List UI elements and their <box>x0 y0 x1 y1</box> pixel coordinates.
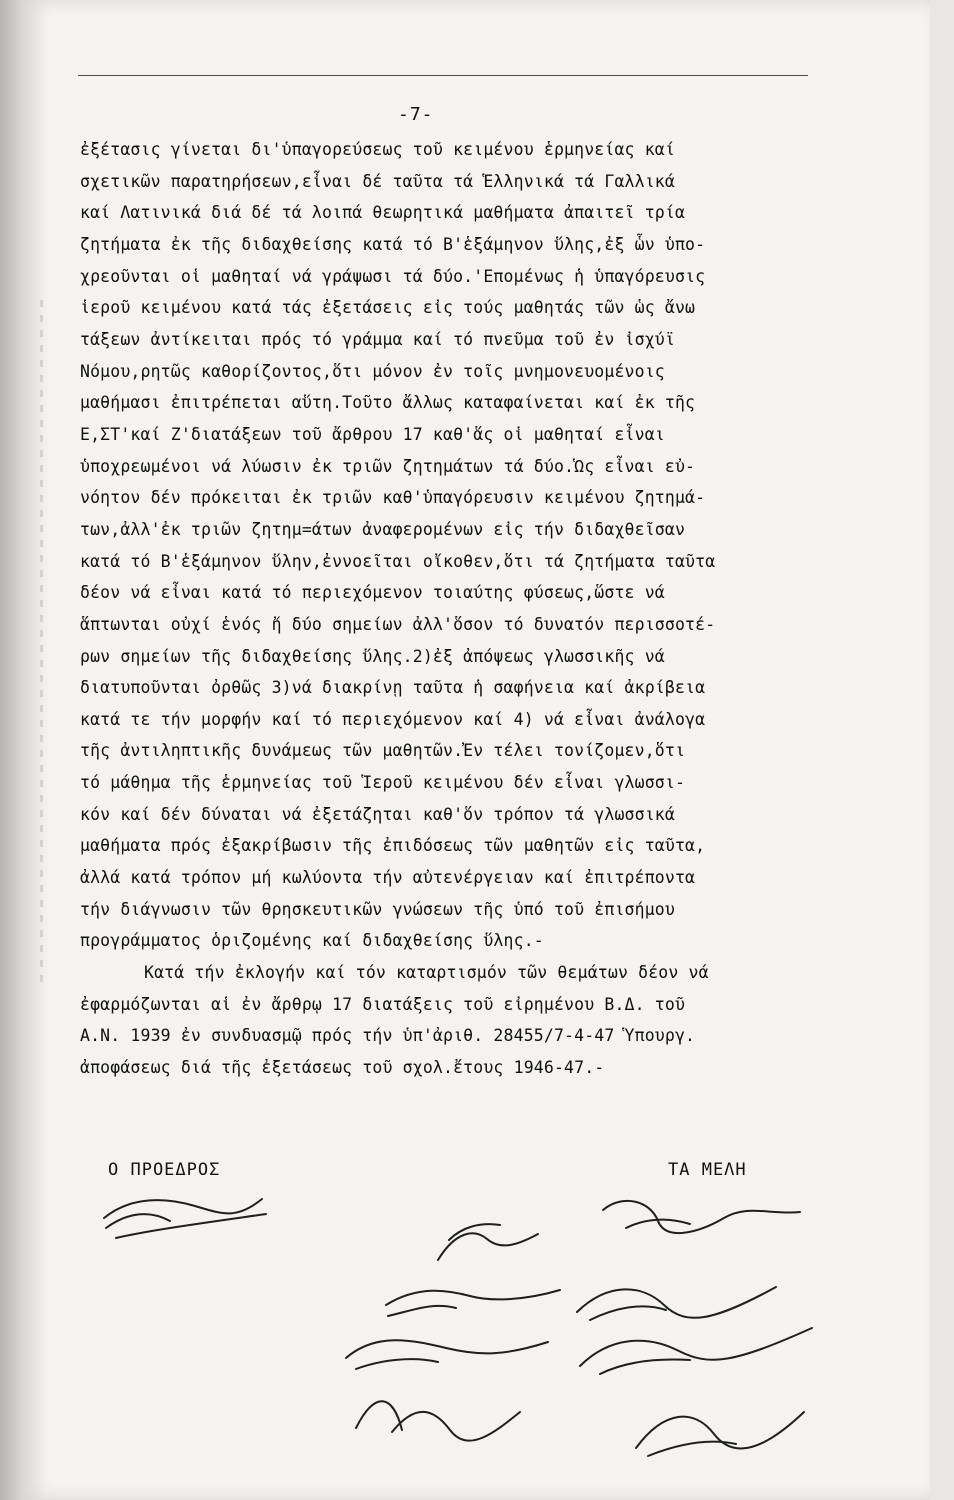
body-line-4: ζητήματα ἐκ τῆς διδαχθείσης κατά τό Β'ἑξάμηνον ὕλης,ἐξ ὧν ὑπο- <box>80 234 706 254</box>
body-line-29: Α.Ν. 1939 ἐν συνδυασμῷ πρός τήν ὑπ'ἀριθ. 28455/7-4-47 Ὑπουργ. <box>80 1026 696 1046</box>
body-line-11: ὑποχρεωμένοι νά λύωσιν ἐκ τριῶν ζητημάτων τά δύο.Ὡς εἶναι εὐ- <box>80 456 696 476</box>
body-line-28: ἐφαρμόζωνται αἱ ἐν ἄρθρῳ 17 διατάξεις τοῦ εἰρημένου Β.Δ. τοῦ <box>80 994 686 1014</box>
body-line-19: κατά τε τήν μορφήν καί τό περιεχόμενον καί 4) νά εἶναι ἀνάλογα <box>80 709 706 729</box>
body-line-23: μαθήματα πρός ἐξακρίβωσιν τῆς ἐπιδόσεως τῶν μαθητῶν εἰς ταῦτα, <box>80 836 706 856</box>
margin-stripe <box>40 300 43 990</box>
body-line-22: κόν καί δέν δύναται νά ἐξετάζηται καθ'ὅν τρόπον τά γλωσσικά <box>80 804 675 824</box>
members-title: ΤΑ ΜΕΛΗ <box>668 1160 747 1180</box>
body-line-15: δέον νά εἶναι κατά τό περιεχόμενον τοιαύτης φύσεως,ὥστε νά <box>80 583 665 603</box>
page-number: -7- <box>398 104 434 125</box>
document-body <box>80 134 908 1084</box>
body-line-21: τό μάθημα τῆς ἑρμηνείας τοῦ Ἱεροῦ κειμένου δέν εἶναι γλωσσι- <box>80 773 686 793</box>
body-line-2: σχετικῶν παρατηρήσεων,εἶναι δέ ταῦτα τά Ἑλληνικά τά Γαλλικά <box>80 171 675 191</box>
body-line-30: ἀποφάσεως διά τῆς ἐξετάσεως τοῦ σχολ.ἔτους 1946-47.- <box>80 1058 605 1078</box>
body-line-10: Ε,ΣΤ'καί Ζ'διατάξεων τοῦ ἄρθρου 17 καθ'ἅς οἱ μαθηταί εἶναι <box>80 424 665 444</box>
body-line-3: καί Λατινικά διά δέ τά λοιπά θεωρητικά μαθήματα ἀπαιτεῖ τρία <box>80 203 686 223</box>
top-rule <box>78 75 808 76</box>
body-line-9: μαθήμασι ἐπιτρέπεται αὕτη.Τοῦτο ἄλλως καταφαίνεται καί ἐκ τῆς <box>80 393 696 413</box>
body-line-24: ἀλλά κατά τρόπον μή κωλύοντα τήν αὐτενέργειαν καί ἐπιτρέποντα <box>80 868 696 888</box>
body-line-13: των,ἀλλ'ἐκ τριῶν ζητημ=άτων ἀναφερομένων εἰς τήν διδαχθεῖσαν <box>80 519 686 539</box>
body-line-20: τῆς ἀντιληπτικῆς δυνάμεως τῶν μαθητῶν.Ἐν τέλει τονίζομεν,ὅτι <box>80 741 686 761</box>
body-line-6: ἱεροῦ κειμένου κατά τάς ἐξετάσεις εἰς τούς μαθητάς τῶν ὡς ἄνω <box>80 298 696 318</box>
body-line-8: Νόμου,ρητῶς καθορίζοντος,ὅτι μόνον ἐν τοῖς μνημονευομένοις <box>80 361 665 381</box>
body-line-14: κατά τό Β'ἑξάμηνον ὕλην,ἐννοεῖται οἴκοθεν,ὅτι τά ζητήματα ταῦτα <box>80 551 716 571</box>
scan-edge-shadow <box>0 0 24 1500</box>
body-line-16: ἅπτωνται οὐχί ἑνός ἤ δύο σημείων ἀλλ'ὅσον τό δυνατόν περισσοτέ- <box>80 614 716 634</box>
president-title: Ο ΠΡΟΕΔΡΟΣ <box>108 1160 221 1180</box>
body-line-26: προγράμματος ὁριζομένης καί διδαχθείσης ὕλης.- <box>80 931 544 951</box>
body-line-18: διατυποῦνται ὀρθῶς 3)νά διακρίνῃ ταῦτα ἡ σαφήνεια καί ἀκρίβεια <box>80 678 706 698</box>
body-line-5: χρεοῦνται οἱ μαθηταί νά γράψωσι τά δύο.'Επομένως ἡ ὑπαγόρευσις <box>80 266 706 286</box>
body-line-17: ρων σημείων τῆς διδαχθείσης ὕλης.2)ἐξ ἀπόψεως γλωσσικῆς νά <box>80 646 665 666</box>
body-line-1: ἐξέτασις γίνεται δι'ὑπαγορεύσεως τοῦ κειμένου ἑρμηνείας καί <box>80 140 675 159</box>
body-line-27: Κατά τήν ἐκλογήν καί τόν καταρτισμόν τῶν θεμάτων δέον νά <box>144 963 709 983</box>
body-line-7: τάξεων ἀντίκειται πρός τό γράμμα καί τό πνεῦμα τοῦ ἐν ἰσχύϊ <box>80 329 675 349</box>
body-line-12: νόητον δέν πρόκειται ἐκ τριῶν καθ'ὑπαγόρευσιν κειμένου ζητημά- <box>80 488 706 508</box>
body-line-25: τήν διάγνωσιν τῶν θρησκευτικῶν γνώσεων τῆς ὑπό τοῦ ἐπισήμου <box>80 899 675 919</box>
